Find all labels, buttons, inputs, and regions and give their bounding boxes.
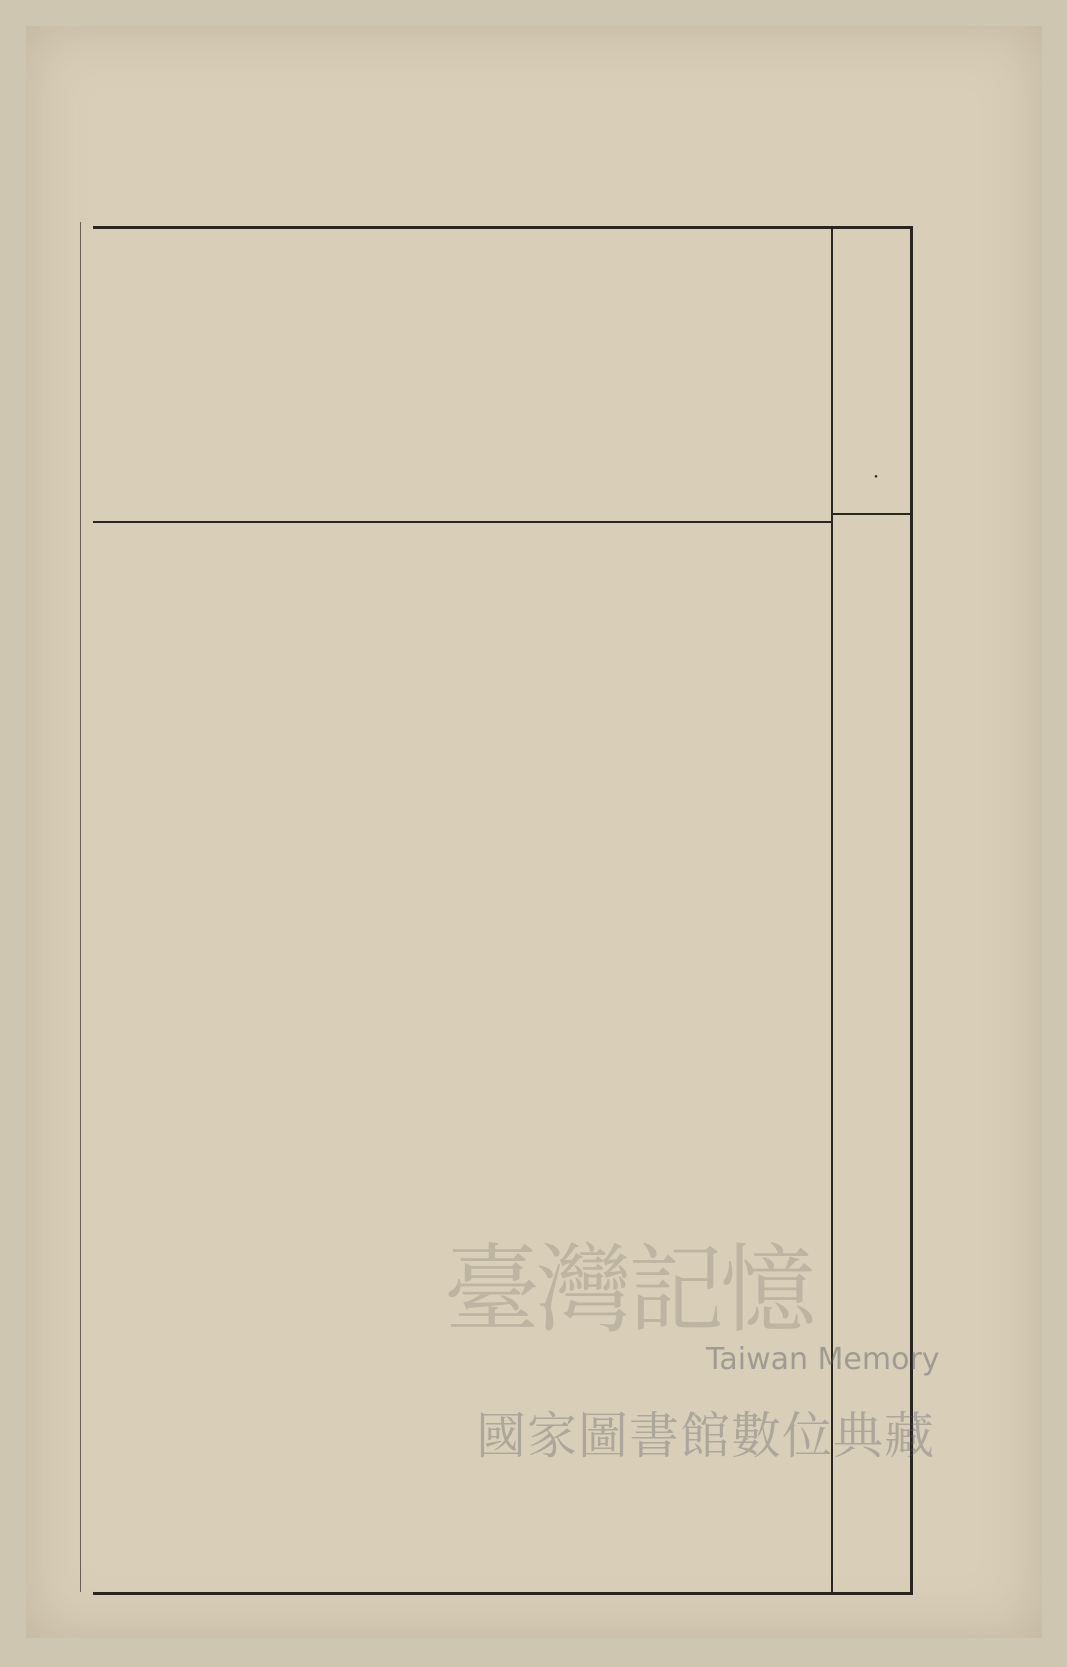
watermark-subtext: 國家圖書館數位典藏 <box>476 1407 935 1465</box>
month-column-header: ・ <box>833 229 912 515</box>
comparison-table <box>93 226 913 1595</box>
row-header-band <box>93 229 831 523</box>
watermark-logo: 臺灣記憶 <box>444 1234 812 1346</box>
month-column <box>831 229 912 1592</box>
left-rule <box>80 222 81 1592</box>
document-page <box>26 26 1042 1638</box>
watermark-text: Taiwan Memory <box>706 1342 940 1377</box>
